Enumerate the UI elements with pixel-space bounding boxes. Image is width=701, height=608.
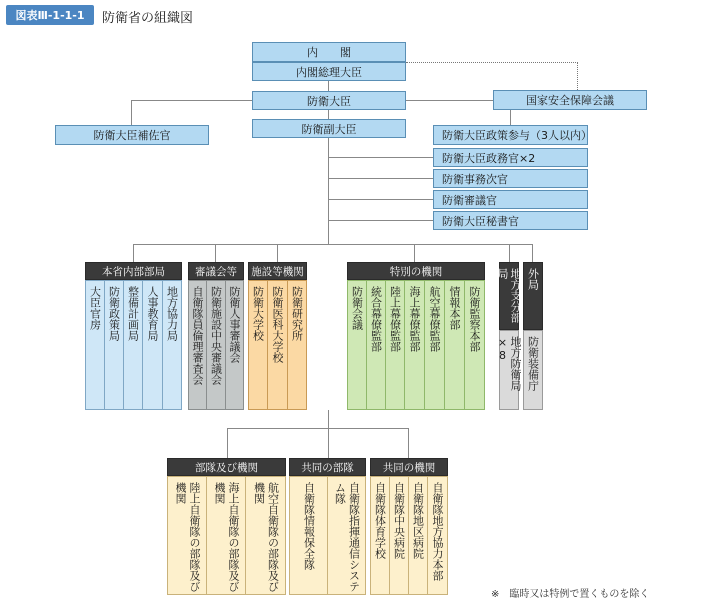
joint-unit-item: 自衛隊情報保全隊 (289, 476, 328, 595)
special-organ-item: 防衛監察本部 (464, 280, 485, 410)
senior-vice-minister-box: 防衛副大臣 (252, 119, 406, 138)
council-item: 防衛人事審議会 (225, 280, 244, 410)
councils-header: 審議会等 (188, 262, 244, 280)
internal-bureau-item: 整備計画局 (123, 280, 143, 410)
unit-item: 海上自衛隊の部隊及び機関 (206, 476, 246, 595)
external-agency-header: 外局 (523, 262, 543, 330)
internal-bureau-item: 人事教育局 (142, 280, 163, 410)
special-organ-item: 海上幕僚監部 (404, 280, 425, 410)
atla-item: 防衛装備庁 (523, 330, 543, 410)
regional-defense-bureau-item: 地方防衛局×8 (499, 330, 519, 410)
internal-bureaus-header: 本省内部部局 (85, 262, 182, 280)
facility-item: 防衛研究所 (287, 280, 307, 410)
special-organ-item: 陸上幕僚監部 (385, 280, 405, 410)
unit-item: 航空自衛隊の部隊及び機関 (245, 476, 286, 595)
parliamentary-secretary-box: 防衛大臣政務官×2 (433, 148, 588, 167)
minister-box: 防衛大臣 (252, 91, 406, 110)
units-header: 部隊及び機関 (167, 458, 286, 476)
joint-organ-item: 自衛隊体育学校 (370, 476, 390, 595)
special-organ-item: 防衛会議 (347, 280, 367, 410)
internal-bureau-item: 地方協力局 (162, 280, 182, 410)
figure-number-badge: 図表Ⅲ-1-1-1 (6, 5, 94, 25)
facilities-header: 施設等機関 (248, 262, 307, 280)
joint-organ-item: 自衛隊地方協力本部 (427, 476, 448, 595)
internal-bureau-item: 防衛政策局 (104, 280, 124, 410)
cabinet-box: 内 閣 (252, 42, 406, 62)
policy-advisor-box: 防衛大臣政策参与（3人以内） (433, 125, 588, 145)
prime-minister-box: 内閣総理大臣 (252, 62, 406, 81)
joint-unit-item: 自衛隊指揮通信システム隊 (327, 476, 366, 595)
facility-item: 防衛大学校 (248, 280, 268, 410)
joint-organ-item: 自衛隊中央病院 (389, 476, 409, 595)
joint-organ-item: 自衛隊地区病院 (408, 476, 428, 595)
regional-bureaus-header: 地方支分部局 (499, 262, 519, 330)
joint-organs-header: 共同の機関 (370, 458, 448, 476)
internal-bureau-item: 大臣官房 (85, 280, 105, 410)
council-item: 防衛施設中央審議会 (206, 280, 226, 410)
footnote: ※ 臨時又は特例で置くものを除く (491, 589, 650, 600)
special-organ-item: 航空幕僚監部 (424, 280, 445, 410)
council-item: 自衛隊員倫理審査会 (188, 280, 207, 410)
figure-title: 防衛省の組織図 (102, 11, 194, 26)
facility-item: 防衛医科大学校 (267, 280, 288, 410)
minister-aide-box: 防衛大臣補佐官 (55, 125, 209, 145)
nsc-box: 国家安全保障会議 (493, 90, 647, 110)
minister-secretary-box: 防衛大臣秘書官 (433, 211, 588, 230)
unit-item: 陸上自衛隊の部隊及び機関 (167, 476, 207, 595)
special-organ-item: 統合幕僚監部 (366, 280, 386, 410)
special-organs-header: 特別の機関 (347, 262, 485, 280)
vice-minister-intl-box: 防衛審議官 (433, 190, 588, 209)
joint-units-header: 共同の部隊 (289, 458, 366, 476)
vice-minister-box: 防衛事務次官 (433, 169, 588, 188)
special-organ-item: 情報本部 (444, 280, 465, 410)
